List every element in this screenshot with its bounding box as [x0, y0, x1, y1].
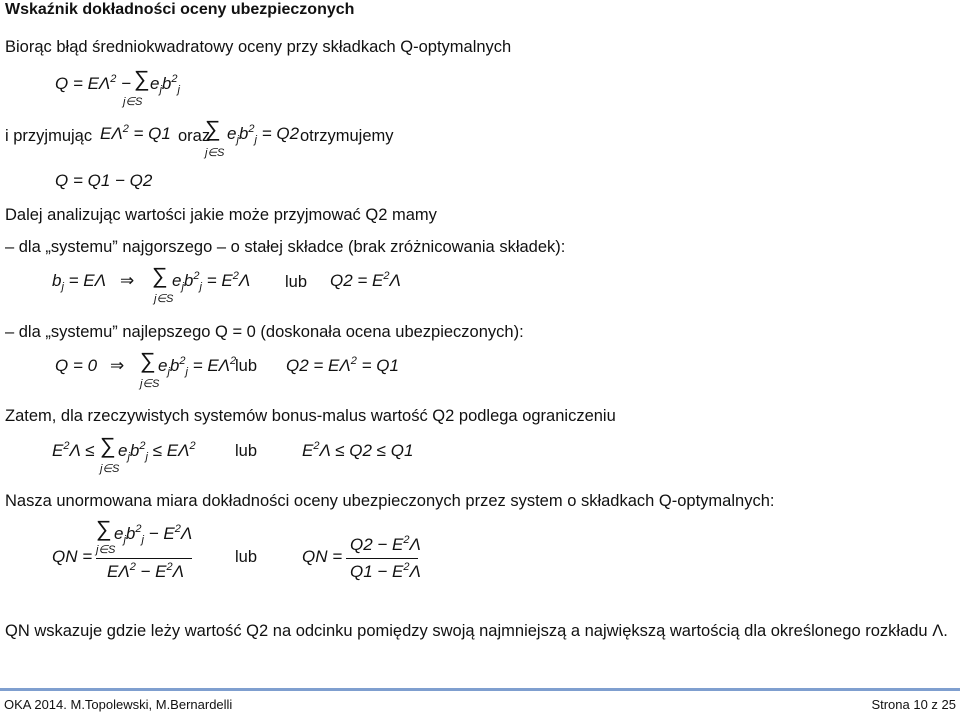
footer-authors: OKA 2014. M.Topolewski, M.Bernardelli [4, 697, 233, 712]
text-worst-system: – dla „systemu” najgorszego – o stałej składce (brak zróżnicowania składek): [5, 238, 566, 256]
text-constraint: Zatem, dla rzeczywistych systemów bonus-malus wartość Q2 podlega ograniczeniu [5, 407, 616, 425]
footer-divider [0, 688, 960, 691]
text-best-system: – dla „systemu” najlepszego Q = 0 (doskonała ocena ubezpieczonych): [5, 323, 524, 341]
text-qn-meaning: QN wskazuje gdzie leży wartość Q2 na odcinku pomiędzy swoją najmniejszą a największą wartością dla określonego rozkładu Λ. [5, 622, 948, 640]
page-title: Wskaźnik dokładności oceny ubezpieczonych [5, 1, 355, 18]
footer-page-number: Strona 10 z 25 [871, 697, 956, 712]
text-normalized-measure: Nasza unormowana miara dokładności oceny ubezpieczonych przez system o składkach Q-optymalnych: [5, 492, 775, 510]
text-intro: Biorąc błąd średniokwadratowy oceny przy składkach Q-optymalnych [5, 38, 512, 56]
text-analysis: Dalej analizując wartości jakie może przyjmować Q2 mamy [5, 206, 437, 224]
formula-q-difference: Q = Q1 − Q2 [55, 171, 153, 190]
